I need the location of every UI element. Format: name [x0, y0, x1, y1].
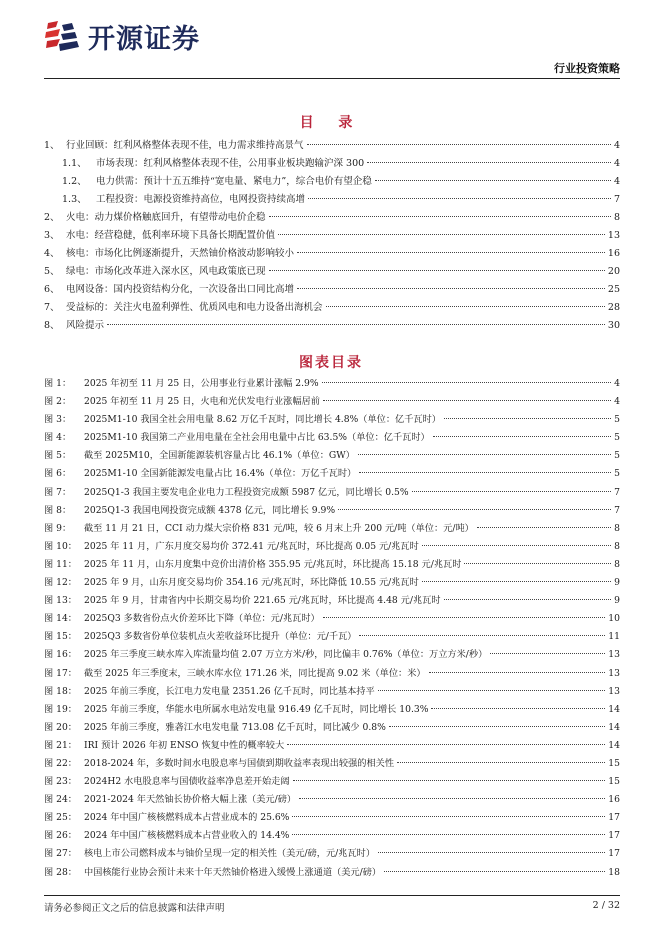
dot-leader [322, 382, 612, 383]
footer-divider [44, 895, 620, 896]
figure-entry[interactable] [44, 574, 620, 592]
figure-entry-label: 2025 年前三季度，长江电力发电量 2351.26 亿千瓦时，同比基本持平 [84, 685, 375, 697]
dot-leader [323, 400, 611, 401]
figure-entry-label: IRI 预计 2026 年初 ENSO 恢复中性的概率较大 [84, 739, 285, 751]
figure-entry-page: 5 [614, 450, 620, 462]
figure-entry-page: 4 [614, 378, 620, 389]
figure-entry[interactable] [44, 845, 620, 863]
dot-leader [293, 780, 606, 781]
dot-leader [292, 816, 605, 817]
figure-entry-number: 图 5： [44, 450, 72, 462]
figure-entry-label: 2025Q3 多数省份单位装机点火差收益环比提升（单位：元/千瓦） [84, 631, 357, 643]
dot-leader [278, 234, 605, 235]
figure-entry-page: 5 [614, 414, 620, 426]
dot-leader [297, 288, 605, 289]
dot-leader [378, 852, 605, 853]
figure-entry-label: 2025Q1-3 我国主要发电企业电力工程投资完成额 5987 亿元，同比增长 0.5% [84, 486, 409, 498]
figure-entry-label: 2021-2024 年天然铀长协价格大幅上涨（美元/磅） [84, 794, 297, 806]
figure-entry[interactable] [44, 411, 620, 429]
dot-leader [431, 708, 605, 709]
toc-entry-number: 3、 [44, 230, 60, 241]
toc-entry-number: 2、 [44, 212, 60, 223]
figure-entry-number: 图 6： [44, 468, 72, 480]
figure-entry[interactable] [44, 827, 620, 845]
dot-leader [287, 744, 605, 745]
figure-entry-page: 13 [608, 685, 620, 697]
toc-entry-page: 16 [607, 248, 620, 259]
figure-list-title: 图表目录 [299, 355, 363, 371]
figure-entry[interactable] [44, 502, 620, 520]
figure-entry-page: 18 [608, 866, 620, 878]
dot-leader [358, 454, 611, 455]
figure-entry-page: 9 [614, 577, 620, 589]
figure-entry-page: 8 [614, 558, 620, 570]
dot-leader [429, 672, 606, 673]
figure-entry[interactable] [44, 665, 620, 683]
toc-entry-page: 13 [607, 230, 620, 241]
page-indicator: 2 / 32 [592, 900, 620, 911]
toc-entry-label: 工程投资：电源投资维持高位，电网投资持续高增 [96, 194, 306, 205]
figure-entry-number: 图 22： [44, 757, 77, 769]
figure-entry-page: 7 [614, 486, 620, 498]
figure-entry-number: 图 16： [44, 649, 77, 661]
toc-entry-page: 7 [613, 194, 620, 205]
dot-leader [422, 581, 611, 582]
toc-entry-label: 水电：经营稳健，低利率环境下具备长期配置价值 [66, 230, 276, 241]
figure-entry-label: 2025 年前三季度，华能水电所属水电站发电量 916.49 亿千瓦时，同比增长 10.3% [84, 703, 429, 715]
figure-entry-number: 图 14： [44, 613, 77, 625]
toc-entry-page: 20 [607, 266, 620, 277]
figure-entry-label: 2025 年 11 月，广东月度交易均价 372.41 元/兆瓦时，环比提高 0.05 元/兆瓦时 [84, 540, 419, 552]
page-header [0, 0, 662, 80]
dot-leader [412, 491, 612, 492]
toc-entry[interactable] [44, 209, 620, 227]
figure-entry-number: 图 13： [44, 595, 77, 607]
toc-entry-number: 6、 [44, 284, 60, 295]
toc-entry-number: 1、 [44, 140, 60, 151]
figure-entry-number: 图 7： [44, 486, 72, 498]
header-divider [44, 78, 620, 79]
figure-entry-page: 5 [614, 468, 620, 480]
figure-entry-label: 截至 2025M10，全国新能源装机容量占比 46.1%（单位：GW） [84, 450, 355, 462]
dot-leader [269, 270, 605, 271]
toc-entry-number: 1.3、 [62, 194, 87, 205]
toc-entry[interactable] [44, 299, 620, 317]
figure-entry-label: 2025 年 9 月，甘肃省内中长期交易均价 221.65 元/兆瓦时，环比提高 4.48 元/兆瓦时 [84, 595, 441, 607]
dot-leader [323, 617, 606, 618]
figure-entry-label: 2025M1-10 全国新能源发电量占比 16.4%（单位：万亿千瓦时） [84, 468, 357, 480]
figure-entry-number: 图 9： [44, 522, 72, 534]
figure-entry-page: 13 [608, 667, 620, 679]
dot-leader [444, 418, 611, 419]
figure-entry-page: 13 [608, 649, 620, 661]
figure-entry[interactable] [44, 791, 620, 809]
dot-leader [464, 563, 611, 564]
dot-leader [359, 472, 611, 473]
figure-entry-label: 2025Q3 多数省份点火价差环比下降（单位：元/兆瓦时） [84, 613, 320, 625]
figure-entry[interactable] [44, 628, 620, 646]
figure-entry-label: 2025M1-10 我国第二产业用电量在全社会用电量中占比 63.5%（单位：亿千瓦时） [84, 432, 430, 444]
figure-entry-label: 2024 年中国广核核燃料成本占营业成本的 25.6% [84, 812, 290, 824]
dot-leader [389, 726, 605, 727]
figure-entry[interactable] [44, 683, 620, 701]
figure-entry-number: 图 12： [44, 577, 77, 589]
figure-entry-number: 图 25： [44, 812, 77, 824]
toc-entry-label: 绿电：市场化改革进入深水区，风电政策底已现 [66, 266, 266, 277]
figure-entry-label: 2024H2 水电股息率与国债收益率净息差开始走阔 [84, 776, 290, 788]
figure-entry[interactable] [44, 375, 620, 393]
toc-entry[interactable] [44, 155, 620, 173]
figure-entry-number: 图 23： [44, 776, 77, 788]
dot-leader [367, 162, 611, 163]
dot-leader [359, 635, 605, 636]
figure-entry-page: 14 [608, 739, 620, 751]
dot-leader [422, 545, 611, 546]
figure-entry[interactable] [44, 737, 620, 755]
figure-entry[interactable] [44, 393, 620, 411]
toc-entry[interactable] [44, 227, 620, 245]
brand-logo-icon [44, 19, 82, 53]
toc-entry-label: 火电：动力煤价格触底回升，有望带动电价企稳 [66, 212, 266, 223]
figure-entry[interactable] [44, 864, 620, 882]
figure-entry-label: 核电上市公司燃料成本与铀价呈现一定的相关性（美元/磅，元/兆瓦时） [84, 848, 376, 860]
figure-entry-page: 17 [608, 812, 620, 824]
toc-list [44, 137, 620, 335]
figure-entry-label: 2025 年初至 11 月 25 日，火电和光伏发电行业涨幅居前 [84, 396, 320, 408]
toc-entry[interactable] [44, 245, 620, 263]
figure-entry-page: 9 [614, 595, 620, 607]
dot-leader [326, 306, 605, 307]
toc-entry-label: 电网设备：国内投资结构分化，一次设备出口同比高增 [66, 284, 295, 295]
figure-entry-page: 16 [608, 794, 620, 806]
figure-entry-number: 图 1： [44, 378, 72, 389]
dot-leader [297, 252, 605, 253]
dot-leader [107, 324, 605, 325]
toc-entry[interactable] [44, 173, 620, 191]
figure-entry-label: 2025 年初至 11 月 25 日，公用事业行业累计涨幅 2.9% [84, 378, 319, 389]
toc-entry-page: 4 [613, 176, 620, 187]
figure-entry-label: 2025Q1-3 我国电网投资完成额 4378 亿元，同比增长 9.9% [84, 504, 336, 516]
toc-entry-label: 核电：市场化比例逐渐提升，天然铀价格波动影响较小 [66, 248, 295, 259]
figure-entry-number: 图 8： [44, 504, 72, 516]
figure-entry[interactable] [44, 773, 620, 791]
footer-disclaimer: 请务必参阅正文之后的信息披露和法律声明 [44, 903, 225, 914]
dot-leader [397, 762, 605, 763]
dot-leader [338, 509, 611, 510]
figure-list [44, 375, 620, 882]
toc-entry-page: 30 [607, 320, 620, 331]
figure-entry-page: 7 [614, 504, 620, 516]
toc-entry-page: 25 [607, 284, 620, 295]
figure-entry-number: 图 26： [44, 830, 77, 842]
dot-leader [269, 216, 611, 217]
figure-entry[interactable] [44, 429, 620, 447]
figure-entry[interactable] [44, 520, 620, 538]
toc-entry-number: 1.2、 [62, 176, 87, 187]
figure-entry-page: 11 [608, 631, 620, 643]
figure-entry-label: 2025 年 9 月，山东月度交易均价 354.16 元/兆瓦时，环比降低 10.55 元/兆瓦时 [84, 577, 419, 589]
figure-entry[interactable] [44, 447, 620, 465]
toc-entry[interactable] [44, 263, 620, 281]
brand-logo [44, 18, 200, 54]
dot-leader [477, 527, 611, 528]
figure-entry-page: 14 [608, 703, 620, 715]
figure-entry-page: 8 [614, 522, 620, 534]
figure-entry-number: 图 18： [44, 685, 77, 697]
figure-entry[interactable] [44, 719, 620, 737]
figure-entry[interactable] [44, 556, 620, 574]
toc-entry-page: 8 [613, 212, 620, 223]
figure-entry[interactable] [44, 646, 620, 664]
figure-entry[interactable] [44, 484, 620, 502]
dot-leader [384, 871, 605, 872]
section-label: 行业投资策略 [554, 62, 620, 75]
figure-entry-label: 2025 年三季度三峡水库入库流量均值 2.07 万立方米/秒，同比偏丰 0.76%（单位：万立方米/秒） [84, 649, 488, 661]
toc-entry[interactable] [44, 191, 620, 209]
figure-entry-number: 图 17： [44, 667, 77, 679]
dot-leader [308, 198, 611, 199]
dot-leader [307, 144, 611, 145]
toc-title: 目 录 [299, 115, 363, 131]
figure-entry-label: 中国核能行业协会预计未来十年天然铀价格进入缓慢上涨通道（美元/磅） [84, 866, 382, 878]
figure-entry[interactable] [44, 701, 620, 719]
toc-entry[interactable] [44, 317, 620, 335]
figure-entry-number: 图 4： [44, 432, 72, 444]
toc-entry[interactable] [44, 137, 620, 155]
figure-entry-label: 2025 年前三季度，雅砻江水电发电量 713.08 亿千瓦时，同比减少 0.8% [84, 721, 386, 733]
toc-entry-label: 市场表现：红利风格整体表现不佳，公用事业板块跑输沪深 300 [96, 158, 365, 169]
dot-leader [378, 690, 606, 691]
toc-entry-page: 4 [613, 140, 620, 151]
toc-entry[interactable] [44, 281, 620, 299]
figure-entry-label: 2018-2024 年，多数时间水电股息率与国债到期收益率表现出较强的相关性 [84, 757, 395, 769]
figure-entry-page: 17 [608, 848, 620, 860]
figure-entry[interactable] [44, 592, 620, 610]
figure-entry[interactable] [44, 610, 620, 628]
dot-leader [299, 798, 605, 799]
toc-entry-number: 8、 [44, 320, 60, 331]
figure-entry-number: 图 19： [44, 703, 77, 715]
toc-entry-number: 7、 [44, 302, 60, 313]
brand-name: 开源证券 [88, 23, 200, 55]
toc-entry-page: 4 [613, 158, 620, 169]
figure-entry[interactable] [44, 809, 620, 827]
toc-entry-number: 4、 [44, 248, 60, 259]
toc-entry-number: 5、 [44, 266, 60, 277]
figure-entry-label: 2024 年中国广核核燃料成本占营业收入的 14.4% [84, 830, 290, 842]
dot-leader [490, 653, 605, 654]
figure-entry-page: 8 [614, 540, 620, 552]
figure-entry-page: 4 [614, 396, 620, 408]
figure-entry-page: 10 [608, 613, 620, 625]
figure-entry[interactable] [44, 755, 620, 773]
figure-entry-label: 2025 年 11 月，山东月度集中竞价出清价格 355.95 元/兆瓦时，环比提高 15.18 元/兆瓦时 [84, 558, 462, 570]
figure-entry-label: 2025M1-10 我国全社会用电量 8.62 万亿千瓦时，同比增长 4.8%（单位：亿千瓦时） [84, 414, 441, 426]
figure-entry[interactable] [44, 538, 620, 556]
toc-entry-page: 28 [607, 302, 620, 313]
figure-entry-number: 图 27： [44, 848, 77, 860]
figure-entry-number: 图 21： [44, 739, 77, 751]
figure-entry-label: 截至 11 月 21 日，CCI 动力煤大宗价格 831 元/吨，较 6 月末上升 200 元/吨（单位：元/吨） [84, 522, 474, 534]
figure-entry[interactable] [44, 465, 620, 483]
figure-entry-page: 17 [608, 830, 620, 842]
figure-entry-number: 图 2： [44, 396, 72, 408]
figure-entry-number: 图 10： [44, 540, 77, 552]
figure-entry-number: 图 28： [44, 866, 77, 878]
toc-entry-label: 受益标的：关注火电盈利弹性、优质风电和电力设备出海机会 [66, 302, 323, 313]
dot-leader [433, 436, 611, 437]
figure-entry-page: 15 [608, 776, 620, 788]
figure-entry-number: 图 15： [44, 631, 77, 643]
figure-entry-number: 图 11： [44, 558, 77, 570]
figure-entry-page: 14 [608, 721, 620, 733]
dot-leader [292, 834, 605, 835]
figure-entry-number: 图 20： [44, 721, 77, 733]
figure-entry-page: 5 [614, 432, 620, 444]
dot-leader [375, 180, 611, 181]
toc-entry-label: 电力供需：预计十五五维持“宽电量、紧电力”，综合电价有望企稳 [96, 176, 372, 187]
dot-leader [444, 599, 612, 600]
figure-entry-number: 图 3： [44, 414, 72, 426]
figure-entry-page: 15 [608, 757, 620, 769]
toc-entry-label: 风险提示 [66, 320, 105, 331]
figure-entry-label: 截至 2025 年三季度末，三峡水库水位 171.26 米，同比提高 9.02 米（单位：米） [84, 667, 426, 679]
figure-entry-number: 图 24： [44, 794, 77, 806]
toc-entry-number: 1.1、 [62, 158, 87, 169]
toc-entry-label: 行业回顾：红利风格整体表现不佳，电力需求维持高景气 [66, 140, 304, 151]
